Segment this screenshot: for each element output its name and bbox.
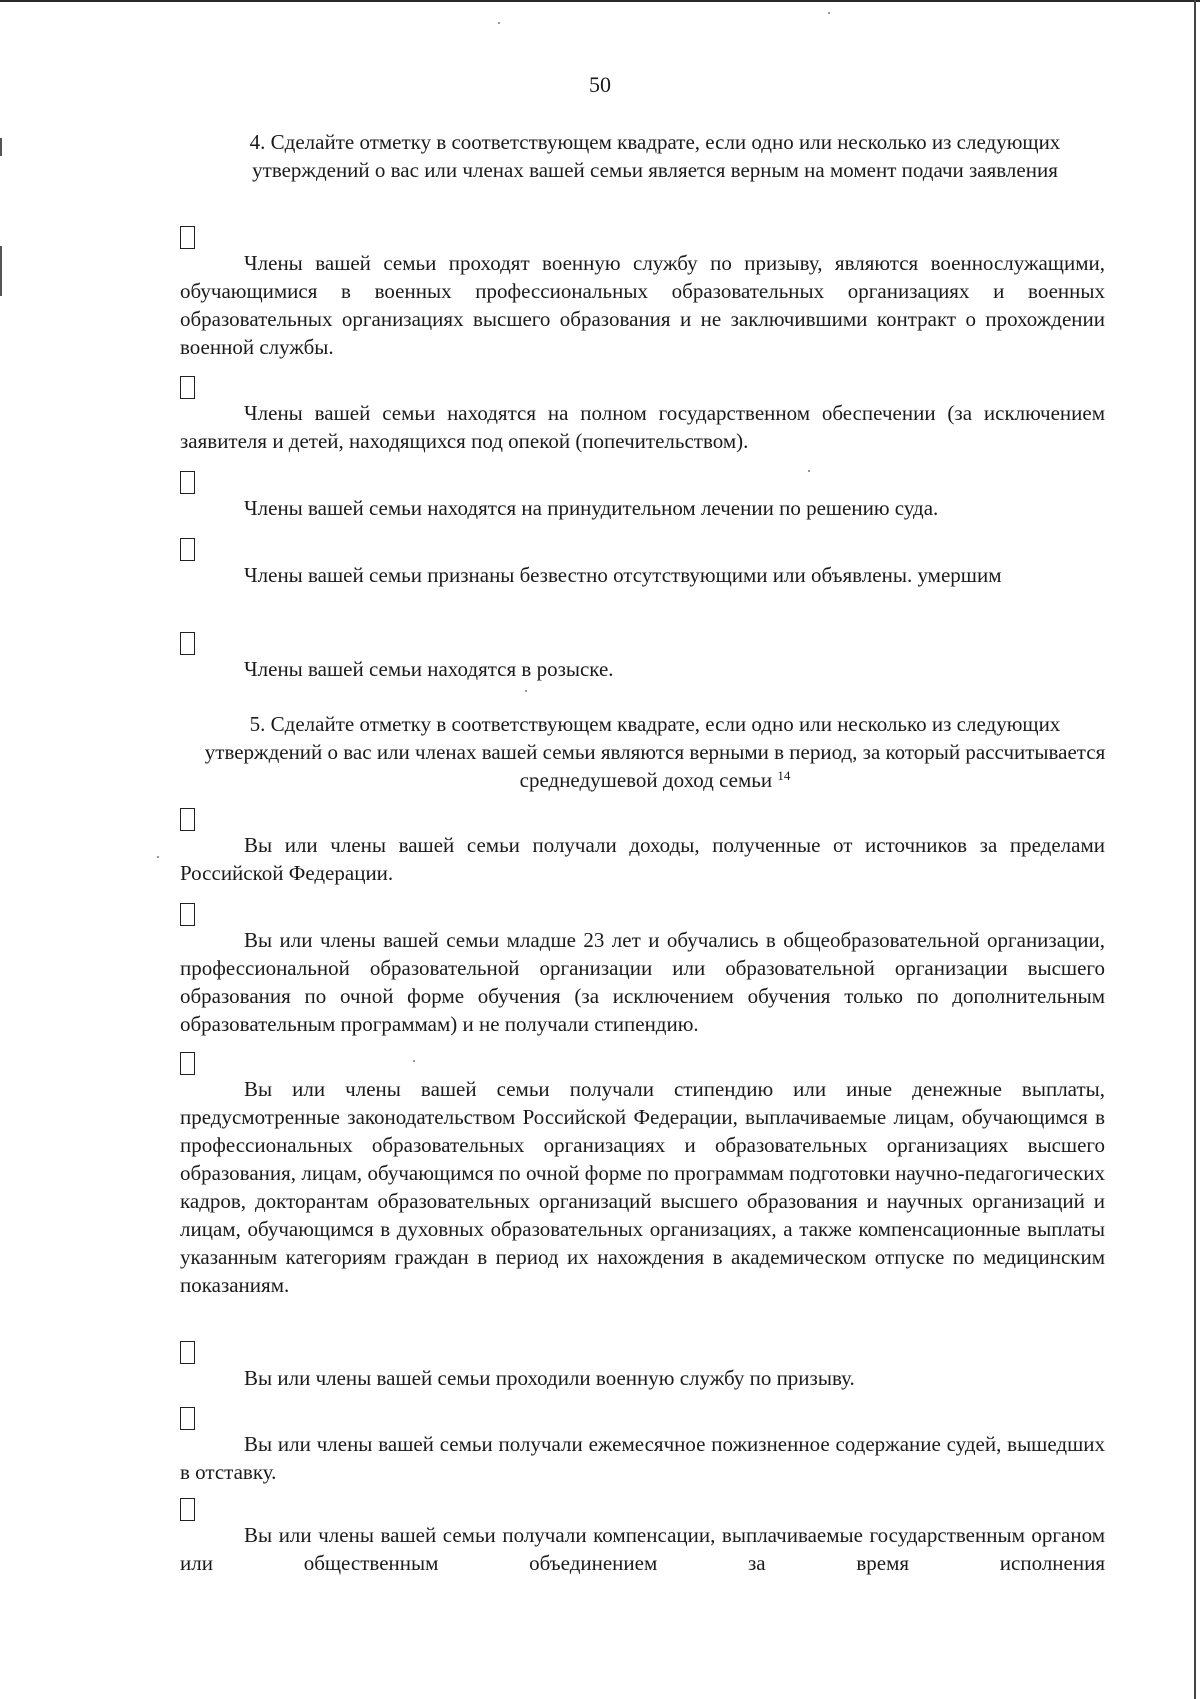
- checkbox-square[interactable]: [180, 1407, 195, 1430]
- checkbox-item[interactable]: [180, 538, 1105, 589]
- scan-speck: [808, 470, 810, 472]
- checkbox-item-text: Члены вашей семьи проходят военную службу по призыву, являются военнослужащими, обучающимися в военных профессиональных образовательных организациях и военных образовательных организациях высшего образования и не заключившими контракт о прохождении военной службы.: [180, 251, 1105, 359]
- checkbox-square[interactable]: [180, 1498, 195, 1521]
- section-5-heading: 5. Сделайте отметку в соответствующем квадрате, если одно или несколько из следующих утверждений о вас или членах вашей семьи являются верными в период, за который рассчитывается среднедушевой доход семьи $^{14}$: [204, 712, 1106, 792]
- checkbox-square[interactable]: [180, 808, 195, 831]
- scan-speck: [413, 1060, 415, 1062]
- checkbox-item-text: Вы или члены вашей семьи младше 23 лет и обучались в общеобразовательной организации, профессиональной образовательной организации или образовательной организации высшего образования по очной форме обучения (за исключением обучения только по дополнительным образовательным программам) и не получали стипендию.: [180, 928, 1105, 1036]
- checkbox-item[interactable]: [180, 1341, 1105, 1392]
- checkbox-square[interactable]: [180, 538, 195, 561]
- checkbox-item[interactable]: [180, 903, 1105, 1038]
- scan-speck: [157, 856, 159, 858]
- checkbox-square[interactable]: [180, 376, 195, 399]
- scan-right-edge: [1194, 0, 1196, 1699]
- checkbox-square[interactable]: [180, 1052, 195, 1075]
- checkbox-item-text: Вы или члены вашей семьи получали компенсации, выплачиваемые государственным органом или общественным объединением за время исполнения: [180, 1523, 1105, 1575]
- scan-speck: [828, 12, 830, 14]
- checkbox-item-text: Вы или члены вашей семьи получали стипендию или иные денежные выплаты, предусмотренные законодательством Российской Федерации, выплачиваемые лицам, обучающимся в профессиональных образовательных организациях и образовательных организациях высшего образования, лицам, обучающимся по очной форме по программам подготовки научно-педагогических кадров, докторантам образовательных организаций высшего образования и научных организаций и лицам, обучающимся в духовных образовательных организациях, а также компенсационные выплаты указанным категориям граждан в период их нахождения в академическом отпуске по медицинским показаниям.: [180, 1077, 1105, 1297]
- checkbox-square[interactable]: [180, 632, 195, 655]
- scan-left-mark: [0, 246, 2, 296]
- scan-speck: [498, 22, 500, 24]
- checkbox-square[interactable]: [180, 226, 195, 249]
- checkbox-item-text: Вы или члены вашей семьи проходили военную службу по призыву.: [244, 1366, 855, 1390]
- checkbox-item-text: Члены вашей семьи находятся на полном государственном обеспечении (за исключением заявителя и детей, находящихся под опекой (попечительством).: [180, 401, 1105, 453]
- checkbox-item-text: Члены вашей семьи признаны безвестно отсутствующими или объявлены. умершим: [244, 563, 1002, 587]
- checkbox-item[interactable]: [180, 1052, 1105, 1299]
- checkbox-square[interactable]: [180, 471, 195, 494]
- checkbox-item[interactable]: [180, 808, 1105, 887]
- checkbox-item[interactable]: [180, 471, 1105, 522]
- scan-speck: [525, 690, 527, 692]
- checkbox-item-text: Вы или члены вашей семьи получали ежемесячное пожизненное содержание судей, вышедших в отставку.: [180, 1432, 1105, 1484]
- checkbox-item-text: Вы или члены вашей семьи получали доходы, полученные от источников за пределами Российской Федерации.: [180, 833, 1105, 885]
- checkbox-item-text: Члены вашей семьи находятся в розыске.: [244, 657, 614, 681]
- checkbox-item[interactable]: [180, 1407, 1105, 1486]
- page-number: 50: [589, 72, 611, 97]
- section-4-heading: 4. Сделайте отметку в соответствующем квадрате, если одно или несколько из следующих утверждений о вас или членах вашей семьи является верным на момент подачи заявления: [249, 130, 1061, 182]
- checkbox-item-text: Члены вашей семьи находятся на принудительном лечении по решению суда.: [244, 496, 939, 520]
- checkbox-square[interactable]: [180, 903, 195, 926]
- checkbox-item[interactable]: [180, 632, 1105, 683]
- footnote-reference: 14: [777, 768, 791, 783]
- scan-top-edge: [0, 0, 1200, 2]
- scan-left-mark: [0, 138, 2, 156]
- checkbox-item[interactable]: [180, 226, 1105, 361]
- checkbox-item[interactable]: [180, 1498, 1105, 1577]
- checkbox-square[interactable]: [180, 1341, 195, 1364]
- checkbox-item[interactable]: [180, 376, 1105, 455]
